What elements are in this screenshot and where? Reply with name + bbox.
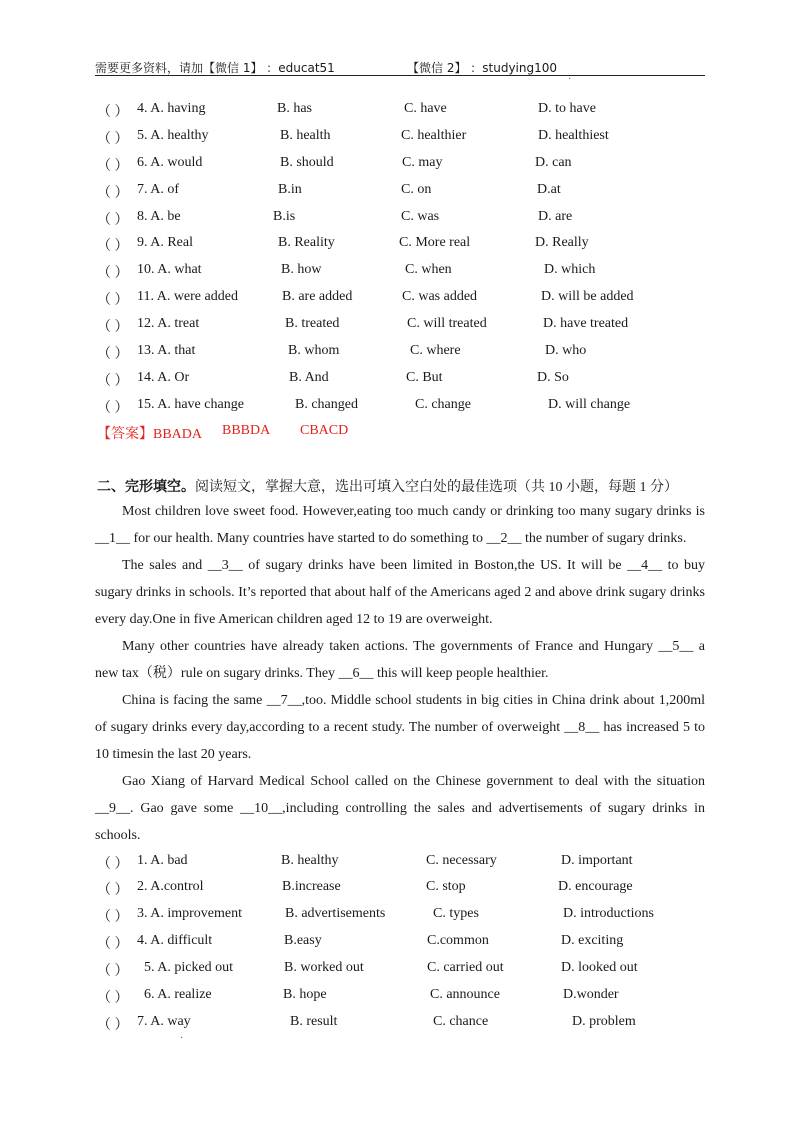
option-c: C. was	[401, 209, 440, 224]
answer-paren[interactable]: （ ）	[97, 991, 129, 1006]
question-row	[97, 987, 717, 1007]
option-c: C. stop	[426, 879, 466, 894]
option-a: 5. A. picked out	[137, 960, 234, 975]
option-c: C. where	[410, 343, 461, 358]
option-b: B. has	[277, 101, 312, 116]
answer-paren[interactable]: （ ）	[97, 105, 129, 120]
option-b: B. worked out	[284, 960, 364, 975]
option-d: D. can	[535, 155, 572, 170]
question-row	[97, 128, 717, 148]
option-b: B. how	[281, 262, 322, 277]
option-c: C. chance	[433, 1014, 489, 1029]
option-a: 12. A. treat	[137, 316, 200, 331]
option-a: 10. A. what	[137, 262, 202, 277]
answer-paren[interactable]: （ ）	[97, 159, 129, 174]
option-c: C. necessary	[426, 853, 497, 868]
option-b: B. Reality	[278, 235, 335, 250]
question-row	[97, 370, 717, 390]
header-wechat1: 需要更多资料，请加【微信 1】 ：educat51	[95, 61, 335, 75]
question-row	[97, 397, 717, 417]
answer-paren[interactable]: （ ）	[97, 401, 129, 416]
option-b: B.in	[278, 182, 302, 197]
question-row	[97, 316, 717, 336]
decorative-dot: ·	[180, 1033, 184, 1044]
option-a: 9. A. Real	[137, 235, 193, 250]
option-d: D. exciting	[561, 933, 624, 948]
option-c: C. change	[415, 397, 471, 412]
option-a: 11. A. were added	[137, 289, 238, 304]
option-a: 4. A. having	[137, 101, 206, 116]
answer-paren[interactable]: （ ）	[97, 883, 129, 898]
question-row	[97, 879, 717, 899]
option-d: D. healthiest	[538, 128, 609, 143]
option-a: 7. A. way	[137, 1014, 191, 1029]
decorative-dot: ·	[568, 74, 572, 85]
question-row	[97, 235, 717, 255]
option-a: 4. A. difficult	[137, 933, 213, 948]
option-d: D. So	[537, 370, 569, 385]
passage-paragraph: China is facing the same __7__,too. Middle school students in big cities in China drink about 1,200ml of sugary drinks every day,according to a recent study. The number of overweight __8__ has increased 5 to 10 timesin the last 20 years.	[95, 693, 705, 762]
passage-paragraph: Gao Xiang of Harvard Medical School called on the Chinese government to deal with the situation __9__. Gao gave some __10__,including controlling the sales and advertisements of sugary drinks in schools.	[95, 774, 705, 843]
option-c: C. announce	[430, 987, 500, 1002]
question-row	[97, 155, 717, 175]
option-d: D.at	[537, 182, 561, 197]
option-d: D. which	[544, 262, 596, 277]
option-d: D. encourage	[558, 879, 633, 894]
question-row	[97, 182, 717, 202]
option-a: 15. A. have change	[137, 397, 244, 412]
option-c: C. types	[433, 906, 479, 921]
option-d: D. are	[538, 209, 573, 224]
option-c: C. have	[404, 101, 447, 116]
answer-paren[interactable]: （ ）	[97, 347, 129, 362]
answer-paren[interactable]: （ ）	[97, 964, 129, 979]
answer-key-group-1: 【答案】BBADA	[97, 427, 203, 442]
option-b: B. whom	[288, 343, 340, 358]
option-b: B.increase	[282, 879, 341, 894]
option-d: D. introductions	[563, 906, 654, 921]
question-row	[97, 289, 717, 309]
option-c: C. will treated	[407, 316, 487, 331]
option-a: 3. A. improvement	[137, 906, 242, 921]
question-row	[97, 343, 717, 363]
answer-paren[interactable]: （ ）	[97, 132, 129, 147]
option-a: 7. A. of	[137, 182, 179, 197]
question-row	[97, 906, 717, 926]
option-d: D. will change	[548, 397, 631, 412]
option-a: 2. A.control	[137, 879, 204, 894]
passage-paragraph: Most children love sweet food. However,eating too much candy or drinking too many sugary drinks is __1__ for our health. Many countries have started to do something to __2__ the number of sugary drinks.	[95, 504, 705, 546]
section-title	[97, 476, 678, 496]
answer-key-group-2: BBBDA	[222, 423, 271, 438]
question-row	[97, 101, 717, 121]
option-d: D. problem	[572, 1014, 636, 1029]
option-d: D.wonder	[563, 987, 619, 1002]
answer-paren[interactable]: （ ）	[97, 910, 129, 925]
option-b: B. treated	[285, 316, 340, 331]
option-d: D. looked out	[561, 960, 638, 975]
option-b: B. are added	[282, 289, 353, 304]
option-c: C. on	[401, 182, 432, 197]
answer-key-group-3: CBACD	[300, 423, 349, 438]
option-d: D. who	[545, 343, 587, 358]
header-divider	[95, 75, 705, 76]
answer-paren[interactable]: （ ）	[97, 266, 129, 281]
answer-paren[interactable]: （ ）	[97, 374, 129, 389]
option-b: B.easy	[284, 933, 322, 948]
option-d: D. have treated	[543, 316, 629, 331]
option-d: D. to have	[538, 101, 596, 116]
question-row	[97, 1014, 717, 1034]
option-a: 8. A. be	[137, 209, 181, 224]
option-c: C. carried out	[427, 960, 504, 975]
answer-paren[interactable]: （ ）	[97, 1018, 129, 1033]
question-row	[97, 209, 717, 229]
option-b: B. hope	[283, 987, 327, 1002]
option-c: C. when	[405, 262, 452, 277]
option-b: B. should	[280, 155, 334, 170]
option-b: B. advertisements	[285, 906, 386, 921]
cloze-passage	[95, 498, 705, 849]
option-c: C. may	[402, 155, 443, 170]
header-wechat2: 【微信 2】 ：studying100	[407, 61, 558, 75]
answer-paren[interactable]: （ ）	[97, 213, 129, 228]
section-title-instructions: 阅读短文，掌握大意，选出可填入空白处的最佳选项（共 10 小题，每题 1 分）	[195, 480, 678, 495]
option-b: B. result	[290, 1014, 338, 1029]
option-b: B. And	[289, 370, 329, 385]
option-a: 1. A. bad	[137, 853, 188, 868]
question-row	[97, 262, 717, 282]
answer-paren[interactable]: （ ）	[97, 293, 129, 308]
option-d: D. will be added	[541, 289, 634, 304]
option-b: B.is	[273, 209, 296, 224]
question-row	[97, 853, 717, 873]
option-a: 5. A. healthy	[137, 128, 209, 143]
option-a: 14. A. Or	[137, 370, 190, 385]
option-c: C. More real	[399, 235, 471, 250]
answer-paren[interactable]: （ ）	[97, 320, 129, 335]
option-b: B. healthy	[281, 853, 339, 868]
option-a: 13. A. that	[137, 343, 196, 358]
question-row	[97, 933, 717, 953]
option-a: 6. A. realize	[137, 987, 212, 1002]
option-c: C. But	[406, 370, 443, 385]
option-c: C. healthier	[401, 128, 467, 143]
answer-paren[interactable]: （ ）	[97, 186, 129, 201]
option-c: C. was added	[402, 289, 478, 304]
option-b: B. health	[280, 128, 331, 143]
option-a: 6. A. would	[137, 155, 203, 170]
option-b: B. changed	[295, 397, 358, 412]
answer-paren[interactable]: （ ）	[97, 857, 129, 872]
answer-paren[interactable]: （ ）	[97, 239, 129, 254]
passage-paragraph: The sales and __3__ of sugary drinks have been limited in Boston,the US. It will be __4__ to buy sugary drinks in schools. It’s reported that about half of the Americans aged 2 and above drink sugary drinks every day.One in five American children aged 12 to 19 are overweight.	[95, 558, 705, 627]
option-c: C.common	[427, 933, 489, 948]
section-title-heading: 二、完形填空。	[97, 480, 195, 495]
question-row	[97, 960, 717, 980]
option-d: D. Really	[535, 235, 589, 250]
passage-paragraph: Many other countries have already taken actions. The governments of France and Hungary __5__ a new tax（税）rule on sugary drinks. They __6__ this will keep people healthier.	[95, 639, 705, 681]
answer-paren[interactable]: （ ）	[97, 937, 129, 952]
option-d: D. important	[561, 853, 633, 868]
